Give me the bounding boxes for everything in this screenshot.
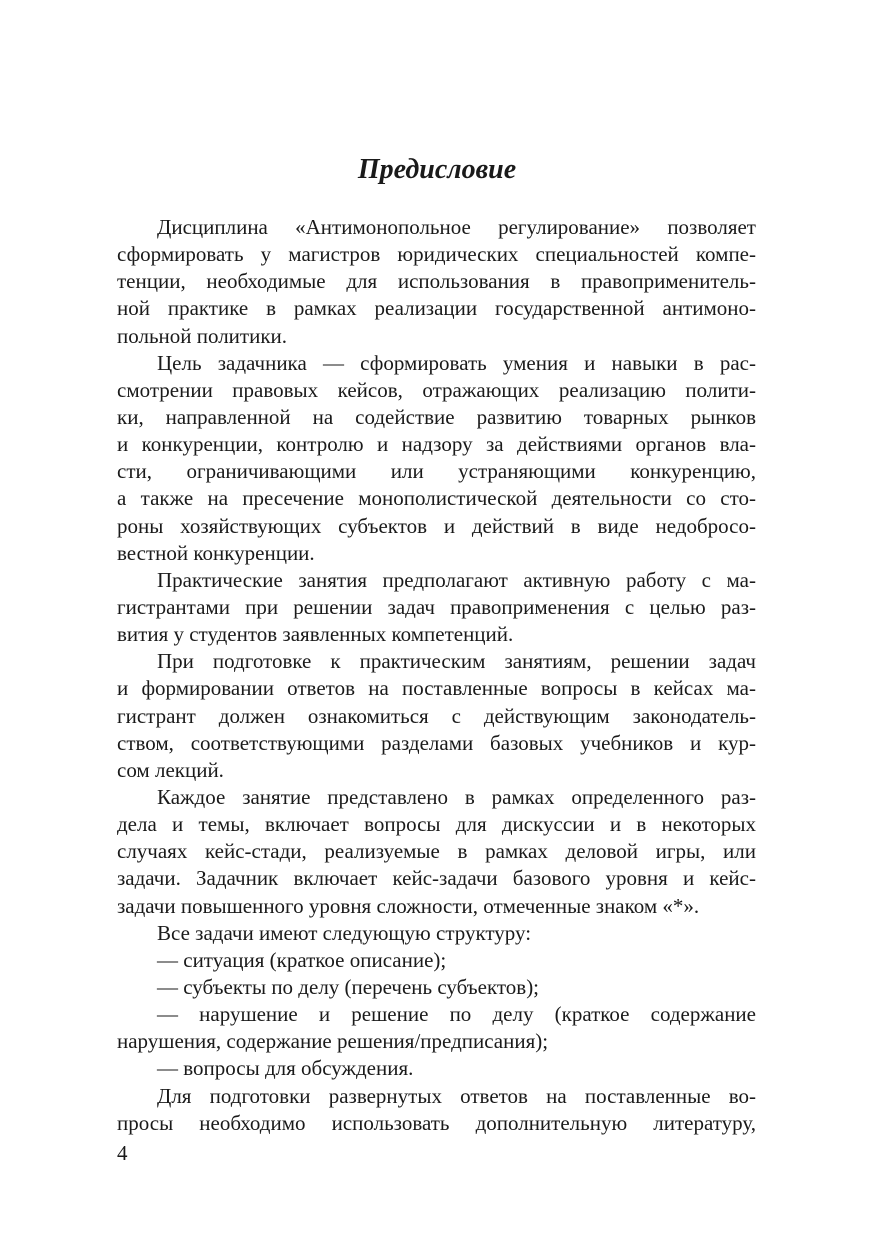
list-item-continuation: нарушения, содержание решения/предписания); [117,1029,549,1054]
text-line: Цель задачника — сформировать умения и навыки в рас- [157,350,756,375]
text-line: и конкуренции, контролю и надзору за действиями органов вла- [117,432,756,457]
list-item: — вопросы для обсуждения. [157,1056,414,1081]
text-line: сом лекций. [117,757,224,782]
text-line: просы необходимо использовать дополнительную литературу, [117,1110,756,1135]
text-line: и формировании ответов на поставленные вопросы в кейсах ма- [117,676,756,701]
text-line: Дисциплина «Антимонопольное регулирование» позволяет [157,215,756,239]
text-line: ки, направленной на содействие развитию товарных рынков [117,404,756,429]
body-text [117,214,756,1137]
text-line: смотрении правовых кейсов, отражающих реализацию полити- [117,377,756,402]
text-line: а также на пресечение монополистической деятельности со сто- [117,486,756,511]
text-line: ством, соответствующими разделами базовых учебников и кур- [117,730,756,755]
text-line: гистрантами при решении задач правоприменения с целью раз- [117,594,756,619]
list-item: — ситуация (краткое описание); [157,947,447,972]
text-line: вития у студентов заявленных компетенций. [117,622,514,647]
text-line: тенции, необходимые для использования в правоприменитель- [117,269,756,294]
list-item: — нарушение и решение по делу (краткое содержание [157,1002,756,1027]
text-line: Для подготовки развернутых ответов на поставленные во- [157,1083,756,1108]
text-line: При подготовке к практическим занятиям, решении задач [157,649,756,674]
text-line: Все задачи имеют следующую структуру: [157,920,532,945]
text-line: задачи. Задачник включает кейс-задачи базового уровня и кейс- [117,866,756,891]
text-line: Каждое занятие представлено в рамках определенного раз- [157,784,756,809]
text-line: гистрант должен ознакомиться с действующим законодатель- [117,703,756,728]
text-line: задачи повышенного уровня сложности, отмеченные знаком «*». [117,893,700,918]
text-line: вестной конкуренции. [117,540,315,565]
text-line: польной политики. [117,323,288,348]
text-line: роны хозяйствующих субъектов и действий в виде недобросо- [117,513,756,538]
text-line: сформировать у магистров юридических специальностей компе- [117,242,756,267]
text-line: сти, ограничивающими или устраняющими конкуренцию, [117,459,756,484]
text-line: Практические занятия предполагают активную работу с ма- [157,567,756,592]
page-title: Предисловие [357,154,517,185]
text-line: ной практике в рамках реализации государственной антимоно- [117,296,756,321]
text-line: дела и темы, включает вопросы для дискуссии и в некоторых [117,812,756,837]
page-number: 4 [117,1141,128,1165]
list-item: — субъекты по делу (перечень субъектов); [157,974,540,999]
text-line: случаях кейс-стади, реализуемые в рамках деловой игры, или [117,839,756,864]
